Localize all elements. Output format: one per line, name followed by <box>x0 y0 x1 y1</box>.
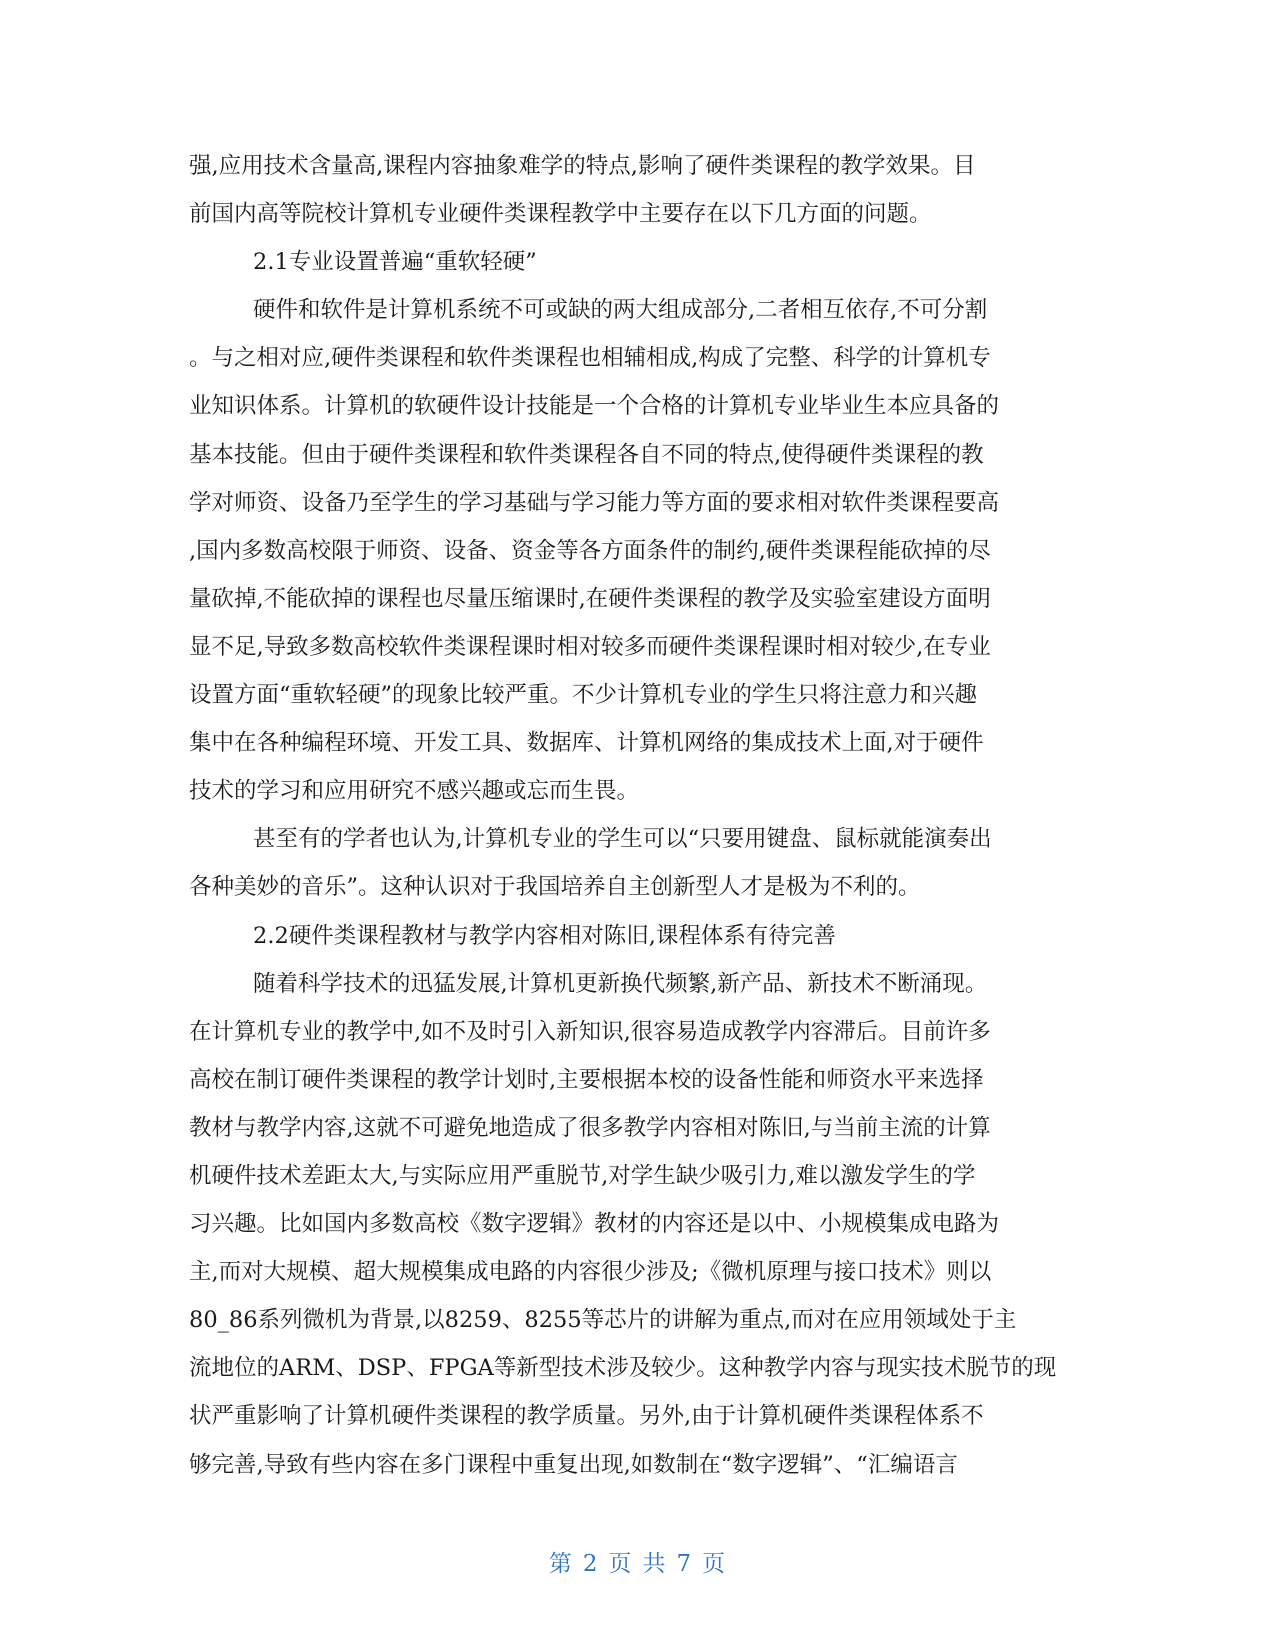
text-line: 集中在各种编程环境、开发工具、数据库、计算机网络的集成技术上面,对于硬件 <box>189 730 984 757</box>
text-line: 在计算机专业的教学中,如不及时引入新知识,很容易造成教学内容滞后。目前许多 <box>189 1018 991 1045</box>
current-page-number: 2 <box>582 1551 599 1577</box>
text-line: 量砍掉,不能砍掉的课程也尽量压缩课时,在硬件类课程的教学及实验室建设方面明 <box>189 585 991 612</box>
text-line: 业知识体系。计算机的软硬件设计技能是一个合格的计算机专业毕业生本应具备的 <box>189 393 1000 420</box>
text-line: 随着科学技术的迅猛发展,计算机更新换代频繁,新产品、新技术不断涌现。 <box>253 970 988 997</box>
section-heading: 2.2硬件类课程教材与教学内容相对陈旧,课程体系有待完善 <box>253 922 836 949</box>
text-line: 硬件和软件是计算机系统不可或缺的两大组成部分,二者相互依存,不可分割 <box>253 297 988 324</box>
page-label-suffix: 页 <box>608 1551 633 1577</box>
section-heading: 2.1专业设置普遍“重软轻硬” <box>253 249 537 276</box>
text-line: 流地位的ARM、DSP、FPGA等新型技术涉及较少。这种教学内容与现实技术脱节的现 <box>189 1355 1057 1382</box>
text-line: 技术的学习和应用研究不感兴趣或忘而生畏。 <box>189 778 640 805</box>
text-line: 甚至有的学者也认为,计算机专业的学生可以“只要用键盘、鼠标就能演奏出 <box>253 826 992 853</box>
text-line: ,国内多数高校限于师资、设备、资金等各方面条件的制约,硬件类课程能砍掉的尽 <box>189 537 991 564</box>
text-line: 习兴趣。比如国内多数高校《数字逻辑》教材的内容还是以中、小规模集成电路为 <box>189 1211 1000 1238</box>
total-page-number: 7 <box>676 1551 693 1577</box>
document-body <box>189 142 1089 1489</box>
total-label-prefix: 共 <box>642 1551 667 1577</box>
text-line: 80_86系列微机为背景,以8259、8255等芯片的讲解为重点,而对在应用领域处于主 <box>189 1307 1017 1334</box>
text-line: 教材与教学内容,这就不可避免地造成了很多教学内容相对陈旧,与当前主流的计算 <box>189 1114 991 1141</box>
text-line: 。与之相对应,硬件类课程和软件类课程也相辅相成,构成了完整、科学的计算机专 <box>189 345 991 372</box>
text-line: 状严重影响了计算机硬件类课程的教学质量。另外,由于计算机硬件类课程体系不 <box>189 1403 984 1430</box>
text-line: 够完善,导致有些内容在多门课程中重复出现,如数制在“数字逻辑”、“汇编语言 <box>189 1451 958 1478</box>
page-footer <box>0 1545 1275 1578</box>
page-label-prefix: 第 <box>548 1551 573 1577</box>
text-line: 主,而对大规模、超大规模集成电路的内容很少涉及;《微机原理与接口技术》则以 <box>189 1259 992 1286</box>
text-line: 各种美妙的音乐”。这种认识对于我国培养自主创新型人才是极为不利的。 <box>189 874 921 901</box>
text-line: 机硬件技术差距太大,与实际应用严重脱节,对学生缺少吸引力,难以激发学生的学 <box>189 1162 976 1189</box>
total-label-suffix: 页 <box>702 1551 727 1577</box>
text-line: 基本技能。但由于硬件类课程和软件类课程各自不同的特点,使得硬件类课程的教 <box>189 441 984 468</box>
text-line: 设置方面“重软轻硬”的现象比较严重。不少计算机专业的学生只将注意力和兴趣 <box>189 682 978 709</box>
text-line: 高校在制订硬件类课程的教学计划时,主要根据本校的设备性能和师资水平来选择 <box>189 1066 984 1093</box>
text-line: 学对师资、设备乃至学生的学习基础与学习能力等方面的要求相对软件类课程要高 <box>189 489 1000 516</box>
text-line: 前国内高等院校计算机专业硬件类课程教学中主要存在以下几方面的问题。 <box>189 201 932 228</box>
text-line: 显不足,导致多数高校软件类课程课时相对较多而硬件类课程课时相对较少,在专业 <box>189 633 991 660</box>
text-line: 强,应用技术含量高,课程内容抽象难学的特点,影响了硬件类课程的教学效果。目 <box>189 153 976 179</box>
